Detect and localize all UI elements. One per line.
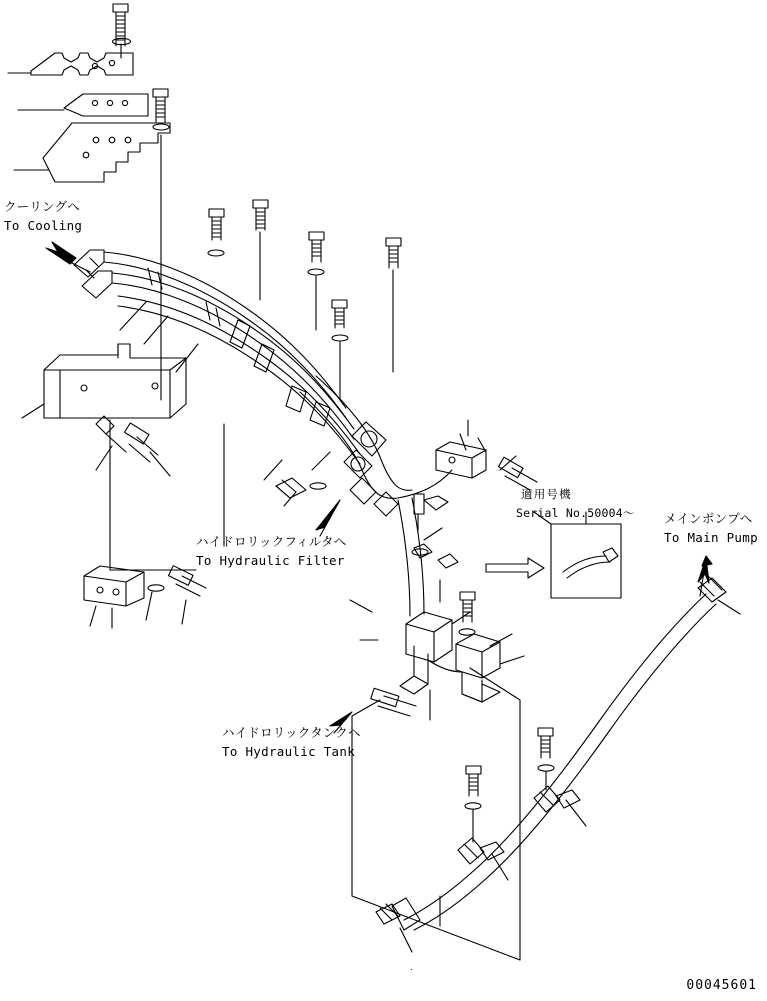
center-mark: . (410, 962, 413, 972)
washer-valve-1 (459, 629, 475, 635)
label-to-hydraulic-filter-jp: ハイドロリックフィルタへ (196, 534, 347, 549)
bolt-center-1 (209, 209, 224, 240)
bolt-center-right (498, 457, 537, 490)
washer-top-1 (113, 38, 131, 44)
washer-center-3 (308, 269, 324, 275)
bolt-center-5 (386, 238, 401, 268)
washer-center-1 (208, 250, 224, 256)
washer-top-2 (153, 124, 169, 130)
label-to-hydraulic-filter-en: To Hydraulic Filter (196, 553, 345, 568)
label-serial-en: Serial No.50004〜 (516, 506, 635, 520)
label-to-main-pump-en: To Main Pump (664, 530, 758, 545)
base-plate (43, 123, 170, 182)
label-to-hydraulic-tank-en: To Hydraulic Tank (222, 744, 356, 759)
bolt-lower-right-2 (466, 766, 481, 796)
clamp-plate-2 (64, 94, 148, 116)
washer-lower-right-2 (465, 803, 481, 809)
label-serial-jp: 適用号機 (521, 487, 572, 501)
valve-block-lower (398, 498, 500, 702)
label-to-cooling-jp: クーリングへ (4, 199, 80, 214)
label-to-cooling-en: To Cooling (4, 218, 83, 233)
arrow-to-cooling (46, 242, 76, 264)
label-to-main-pump-jp: メインポンプへ (664, 511, 753, 526)
washer-lower-left (146, 585, 164, 620)
bolt-center-2 (253, 200, 268, 230)
clamp-plate-1 (31, 53, 133, 75)
main-hose (300, 376, 452, 498)
serial-note-box (551, 524, 621, 598)
elbow-fitting-center (344, 422, 398, 516)
mounting-bracket-left (44, 344, 186, 462)
bracket-lower-left (84, 566, 144, 628)
hose-bundle-upper (74, 250, 360, 464)
bracket-center-right (436, 434, 486, 478)
bolt-center-4 (332, 300, 347, 328)
bolt-lower-right-1 (538, 728, 553, 758)
hose-lower-right (376, 576, 726, 930)
arrow-to-hydraulic-filter (316, 500, 340, 536)
bolt-lower-left (168, 566, 206, 624)
bolt-valve-2 (371, 688, 416, 716)
serial-note-arrow (486, 558, 544, 578)
washer-center-4 (332, 335, 348, 341)
label-to-hydraulic-tank-jp: ハイドロリックタンクへ (222, 725, 361, 740)
washer-lower-right-1 (538, 765, 554, 771)
bolt-top-2 (153, 89, 168, 122)
drawing-part-number: 00045601 (686, 978, 757, 993)
bolt-center-3 (309, 232, 324, 262)
